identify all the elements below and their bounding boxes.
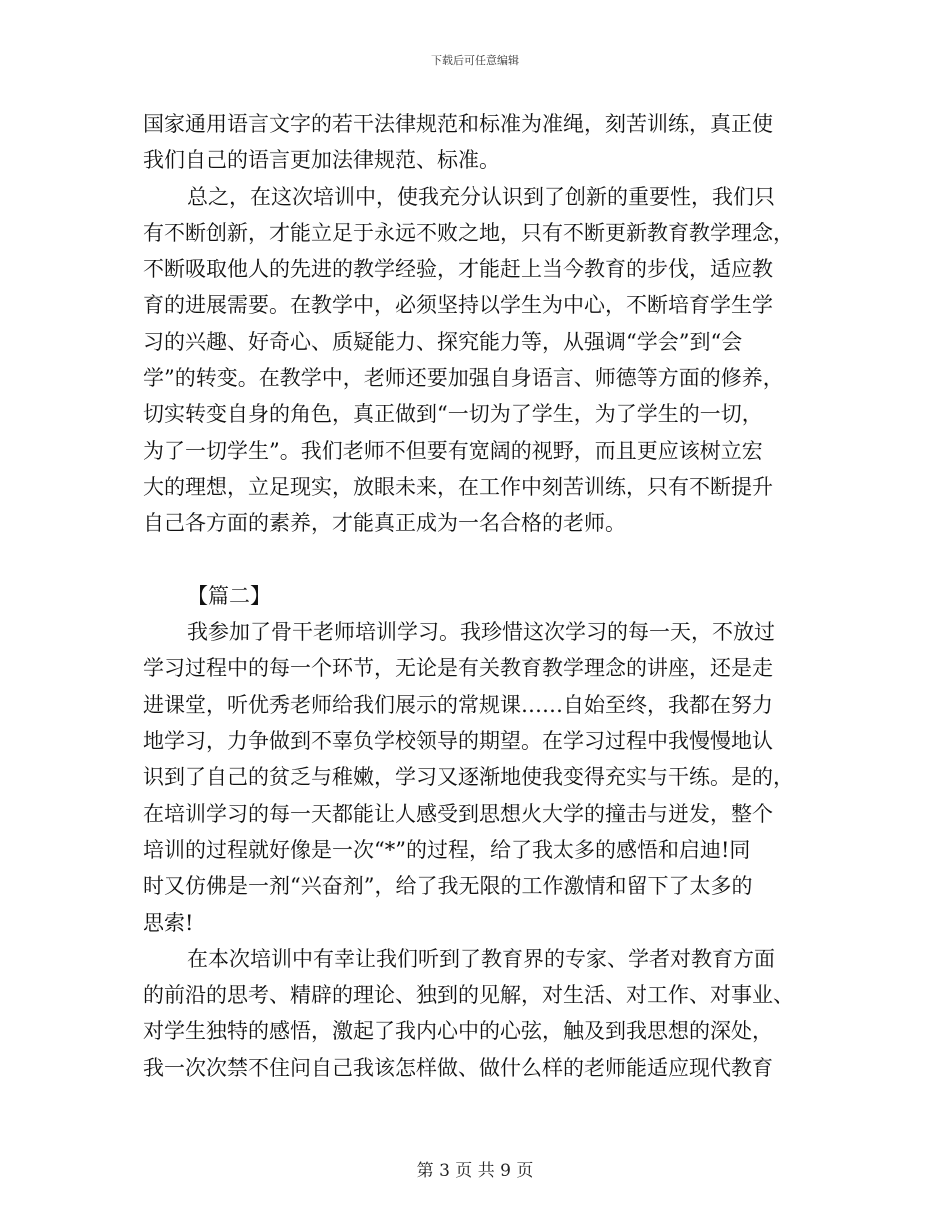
text-line: 自己各方面的素养，才能真正成为一名合格的老师。 xyxy=(143,511,626,536)
paragraph-start: 在本次培训中有幸让我们听到了教育界的专家、学者对教育方面 xyxy=(187,946,775,971)
text-line: 学”的转变。在教学中，老师还要加强自身语言、师德等方面的修养， xyxy=(143,366,784,391)
paragraph-start: 总之，在这次培训中，使我充分认识到了创新的重要性，我们只 xyxy=(187,184,775,209)
text-line: 时又仿佛是一剂“兴奋剂”，给了我无限的工作激情和留下了太多的 xyxy=(143,874,753,899)
page-number: 第 3 页 共 9 页 xyxy=(416,1161,534,1181)
text-line: 培训的过程就好像是一次“*”的过程，给了我太多的感悟和启迪!同 xyxy=(143,837,751,862)
text-line: 的前沿的思考、精辟的理论、独到的见解，对生活、对工作、对事业、 xyxy=(143,983,794,1008)
text-line: 地学习，力争做到不辜负学校领导的期望。在学习过程中我慢慢地认 xyxy=(143,729,773,754)
text-line: 在培训学习的每一天都能让人感受到思想火大学的撞击与迸发，整个 xyxy=(143,801,773,826)
text-line: 学习过程中的每一个环节，无论是有关教育教学理念的讲座，还是走 xyxy=(143,656,773,681)
text-line: 对学生独特的感悟，激起了我内心中的心弦，触及到我思想的深处， xyxy=(143,1019,773,1044)
text-line: 思索! xyxy=(143,910,194,935)
text-line: 育的进展需要。在教学中，必须坚持以学生为中心，不断培育学生学 xyxy=(143,293,773,318)
text-line: 我一次次禁不住问自己我该怎样做、做什么样的老师能适应现代教育 xyxy=(143,1055,773,1080)
document-body xyxy=(143,106,809,1086)
text-line: 进课堂，听优秀老师给我们展示的常规课……自始至终，我都在努力 xyxy=(143,692,773,717)
text-line: 有不断创新，才能立足于永远不败之地，只有不断更新教育教学理念， xyxy=(143,220,794,245)
text-line: 国家通用语言文字的若干法律规范和标准为准绳，刻苦训练，真正使 xyxy=(143,112,773,136)
section-heading: 【篇二】 xyxy=(187,583,271,608)
text-line: 习的兴趣、好奇心、质疑能力、探究能力等，从强调“学会”到“会 xyxy=(143,329,743,354)
text-line: 识到了自己的贫乏与稚嫩，学习又逐渐地使我变得充实与干练。是的， xyxy=(143,765,794,790)
paragraph-start: 我参加了骨干老师培训学习。我珍惜这次学习的每一天，不放过 xyxy=(187,620,775,645)
text-line: 为了一切学生”。我们老师不但要有宽阔的视野，而且更应该树立宏 xyxy=(143,438,763,463)
text-line: 切实转变自身的角色，真正做到“一切为了学生，为了学生的一切， xyxy=(143,402,763,427)
text-line: 我们自己的语言更加法律规范、标准。 xyxy=(143,148,500,173)
text-line: 不断吸取他人的先进的教学经验，才能赶上当今教育的步伐，适应教 xyxy=(143,257,773,282)
section-gap xyxy=(143,542,809,578)
text-line: 大的理想，立足现实，放眼未来，在工作中刻苦训练，只有不断提升 xyxy=(143,474,773,499)
page-header: 下载后可任意编辑 xyxy=(431,54,519,67)
